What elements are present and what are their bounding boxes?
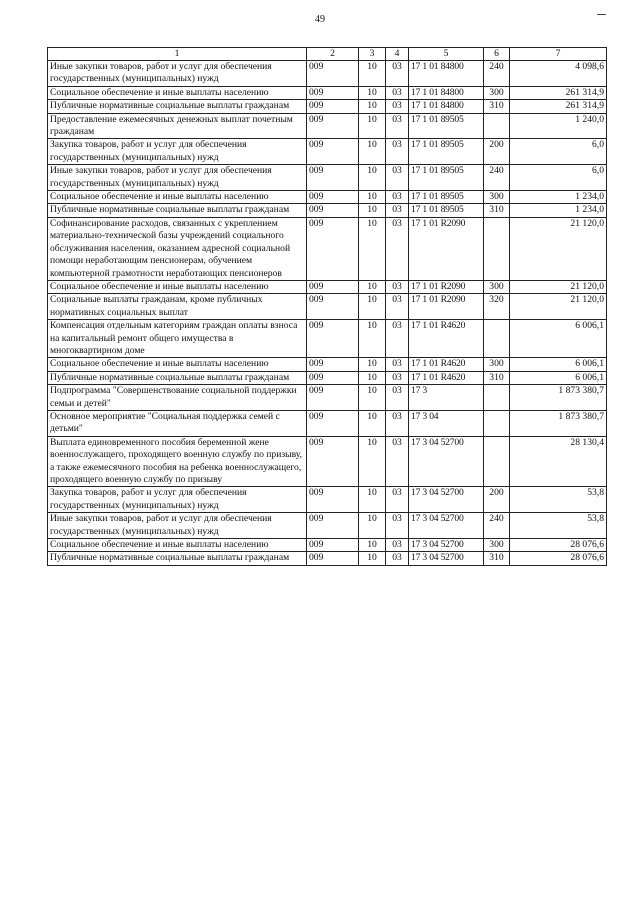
- row-section-cell: 10: [359, 191, 386, 204]
- table-row: [48, 436, 607, 487]
- row-code-cell: 009: [307, 436, 359, 487]
- row-amount-cell: 6 006,1: [510, 371, 607, 384]
- table-row: [48, 487, 607, 513]
- row-expense-type-cell: 200: [484, 139, 510, 165]
- row-target-article-cell: 17 1 01 89505: [409, 204, 484, 217]
- row-subsection-cell: 03: [386, 86, 409, 99]
- row-section-cell: 10: [359, 86, 386, 99]
- table-row: [48, 113, 607, 139]
- row-target-article-cell: 17 3 04 52700: [409, 539, 484, 552]
- table-row: [48, 165, 607, 191]
- row-subsection-cell: 03: [386, 204, 409, 217]
- row-subsection-cell: 03: [386, 113, 409, 139]
- row-subsection-cell: 03: [386, 552, 409, 565]
- row-target-article-cell: 17 3: [409, 385, 484, 411]
- row-code-cell: 009: [307, 513, 359, 539]
- corner-mark: [597, 14, 606, 15]
- row-target-article-cell: 17 3 04 52700: [409, 487, 484, 513]
- row-amount-cell: 1 240,0: [510, 113, 607, 139]
- row-target-article-cell: 17 1 01 89505: [409, 113, 484, 139]
- row-expense-type-cell: 300: [484, 86, 510, 99]
- row-name-cell: Компенсация отдельным категориям граждан оплаты взноса на капитальный ремонт общего имущества в многоквартирном доме: [48, 320, 307, 358]
- row-code-cell: 009: [307, 204, 359, 217]
- row-target-article-cell: 17 3 04 52700: [409, 436, 484, 487]
- column-header: 6: [484, 48, 510, 61]
- row-code-cell: 009: [307, 487, 359, 513]
- row-code-cell: 009: [307, 217, 359, 280]
- row-code-cell: 009: [307, 320, 359, 358]
- row-name-cell: Иные закупки товаров, работ и услуг для обеспечения государственных (муниципальных) нужд: [48, 165, 307, 191]
- row-code-cell: 009: [307, 139, 359, 165]
- table-row: [48, 371, 607, 384]
- row-name-cell: Основное мероприятие "Социальная поддержка семей с детьми": [48, 410, 307, 436]
- row-expense-type-cell: [484, 217, 510, 280]
- row-section-cell: 10: [359, 552, 386, 565]
- table-row: [48, 294, 607, 320]
- row-name-cell: Социальное обеспечение и иные выплаты населению: [48, 358, 307, 371]
- row-code-cell: 009: [307, 410, 359, 436]
- row-expense-type-cell: 240: [484, 165, 510, 191]
- row-section-cell: 10: [359, 165, 386, 191]
- row-amount-cell: 21 120,0: [510, 280, 607, 293]
- row-subsection-cell: 03: [386, 100, 409, 113]
- row-subsection-cell: 03: [386, 294, 409, 320]
- row-code-cell: 009: [307, 294, 359, 320]
- row-expense-type-cell: 200: [484, 487, 510, 513]
- row-amount-cell: 261 314,9: [510, 100, 607, 113]
- row-section-cell: 10: [359, 139, 386, 165]
- column-header: 4: [386, 48, 409, 61]
- row-section-cell: 10: [359, 385, 386, 411]
- table-row: [48, 217, 607, 280]
- row-name-cell: Социальное обеспечение и иные выплаты населению: [48, 539, 307, 552]
- table-row: [48, 358, 607, 371]
- row-section-cell: 10: [359, 371, 386, 384]
- row-amount-cell: 261 314,9: [510, 86, 607, 99]
- row-expense-type-cell: 300: [484, 280, 510, 293]
- row-amount-cell: 53,8: [510, 513, 607, 539]
- table-row: [48, 61, 607, 87]
- row-target-article-cell: 17 1 01 R4620: [409, 320, 484, 358]
- table-row: [48, 139, 607, 165]
- row-subsection-cell: 03: [386, 436, 409, 487]
- row-target-article-cell: 17 1 01 84800: [409, 86, 484, 99]
- row-section-cell: 10: [359, 410, 386, 436]
- row-amount-cell: 21 120,0: [510, 217, 607, 280]
- row-target-article-cell: 17 1 01 84800: [409, 61, 484, 87]
- row-target-article-cell: 17 1 01 R4620: [409, 358, 484, 371]
- row-code-cell: 009: [307, 191, 359, 204]
- row-section-cell: 10: [359, 100, 386, 113]
- row-code-cell: 009: [307, 165, 359, 191]
- row-target-article-cell: 17 1 01 R4620: [409, 371, 484, 384]
- row-subsection-cell: 03: [386, 191, 409, 204]
- row-expense-type-cell: 300: [484, 191, 510, 204]
- row-name-cell: Выплата единовременного пособия беременной жене военнослужащего, проходящего военную службу по призыву, а также ежемесячного пособия на ребенка военнослужащего, проходящего военную службу по призыву: [48, 436, 307, 487]
- table-row: [48, 191, 607, 204]
- row-subsection-cell: 03: [386, 320, 409, 358]
- row-subsection-cell: 03: [386, 371, 409, 384]
- row-target-article-cell: 17 1 01 84800: [409, 100, 484, 113]
- row-expense-type-cell: 240: [484, 513, 510, 539]
- row-subsection-cell: 03: [386, 217, 409, 280]
- row-subsection-cell: 03: [386, 280, 409, 293]
- row-name-cell: Предоставление ежемесячных денежных выплат почетным гражданам: [48, 113, 307, 139]
- row-subsection-cell: 03: [386, 385, 409, 411]
- budget-table: [47, 47, 607, 566]
- row-section-cell: 10: [359, 487, 386, 513]
- row-section-cell: 10: [359, 358, 386, 371]
- row-target-article-cell: 17 1 01 R2090: [409, 217, 484, 280]
- table-row: [48, 539, 607, 552]
- row-subsection-cell: 03: [386, 410, 409, 436]
- row-amount-cell: 1 234,0: [510, 204, 607, 217]
- row-expense-type-cell: [484, 436, 510, 487]
- row-target-article-cell: 17 1 01 89505: [409, 165, 484, 191]
- row-expense-type-cell: [484, 113, 510, 139]
- row-name-cell: Социальное обеспечение и иные выплаты населению: [48, 280, 307, 293]
- table-row: [48, 280, 607, 293]
- row-section-cell: 10: [359, 280, 386, 293]
- row-name-cell: Социальное обеспечение и иные выплаты населению: [48, 86, 307, 99]
- column-header: 5: [409, 48, 484, 61]
- row-expense-type-cell: 310: [484, 552, 510, 565]
- row-expense-type-cell: 300: [484, 539, 510, 552]
- row-amount-cell: 21 120,0: [510, 294, 607, 320]
- row-subsection-cell: 03: [386, 358, 409, 371]
- row-name-cell: Иные закупки товаров, работ и услуг для обеспечения государственных (муниципальных) нужд: [48, 513, 307, 539]
- row-target-article-cell: 17 1 01 89505: [409, 139, 484, 165]
- row-code-cell: 009: [307, 358, 359, 371]
- column-header: 1: [48, 48, 307, 61]
- row-code-cell: 009: [307, 86, 359, 99]
- row-subsection-cell: 03: [386, 513, 409, 539]
- row-section-cell: 10: [359, 320, 386, 358]
- row-amount-cell: 28 076,6: [510, 552, 607, 565]
- row-section-cell: 10: [359, 294, 386, 320]
- row-name-cell: Софинансирование расходов, связанных с укреплением материально-технической базы учреждений социального обслуживания населения, оказанием адресной социальной помощи неработающим пенсионерам, обучением компьютерной грамотности неработающих пенсионеров: [48, 217, 307, 280]
- row-code-cell: 009: [307, 280, 359, 293]
- table-row: [48, 410, 607, 436]
- row-target-article-cell: 17 1 01 R2090: [409, 294, 484, 320]
- row-expense-type-cell: 310: [484, 100, 510, 113]
- row-amount-cell: 4 098,6: [510, 61, 607, 87]
- row-section-cell: 10: [359, 113, 386, 139]
- row-name-cell: Социальное обеспечение и иные выплаты населению: [48, 191, 307, 204]
- table-row: [48, 86, 607, 99]
- row-section-cell: 10: [359, 436, 386, 487]
- row-subsection-cell: 03: [386, 487, 409, 513]
- row-amount-cell: 28 076,6: [510, 539, 607, 552]
- row-code-cell: 009: [307, 371, 359, 384]
- row-section-cell: 10: [359, 204, 386, 217]
- row-name-cell: Публичные нормативные социальные выплаты гражданам: [48, 204, 307, 217]
- row-amount-cell: 6,0: [510, 165, 607, 191]
- row-name-cell: Иные закупки товаров, работ и услуг для обеспечения государственных (муниципальных) нужд: [48, 61, 307, 87]
- row-expense-type-cell: 240: [484, 61, 510, 87]
- row-target-article-cell: 17 3 04 52700: [409, 513, 484, 539]
- row-name-cell: Публичные нормативные социальные выплаты гражданам: [48, 371, 307, 384]
- table-row: [48, 385, 607, 411]
- table-row: [48, 552, 607, 565]
- table-body: [48, 61, 607, 566]
- row-expense-type-cell: 310: [484, 371, 510, 384]
- row-section-cell: 10: [359, 539, 386, 552]
- row-expense-type-cell: [484, 410, 510, 436]
- table-row: [48, 204, 607, 217]
- row-amount-cell: 6,0: [510, 139, 607, 165]
- row-name-cell: Социальные выплаты гражданам, кроме публичных нормативных социальных выплат: [48, 294, 307, 320]
- row-target-article-cell: 17 1 01 R2090: [409, 280, 484, 293]
- row-subsection-cell: 03: [386, 539, 409, 552]
- row-expense-type-cell: [484, 320, 510, 358]
- row-amount-cell: 53,8: [510, 487, 607, 513]
- row-code-cell: 009: [307, 61, 359, 87]
- column-header: 2: [307, 48, 359, 61]
- row-subsection-cell: 03: [386, 61, 409, 87]
- row-name-cell: Публичные нормативные социальные выплаты гражданам: [48, 552, 307, 565]
- table-row: [48, 100, 607, 113]
- table-row: [48, 513, 607, 539]
- row-target-article-cell: 17 3 04 52700: [409, 552, 484, 565]
- row-name-cell: Подпрограмма "Совершенствование социальной поддержки семьи и детей": [48, 385, 307, 411]
- column-header: 3: [359, 48, 386, 61]
- table-row: [48, 320, 607, 358]
- row-code-cell: 009: [307, 113, 359, 139]
- row-code-cell: 009: [307, 385, 359, 411]
- row-amount-cell: 6 006,1: [510, 358, 607, 371]
- row-amount-cell: 28 130,4: [510, 436, 607, 487]
- row-target-article-cell: 17 1 01 89505: [409, 191, 484, 204]
- row-subsection-cell: 03: [386, 165, 409, 191]
- row-amount-cell: 1 234,0: [510, 191, 607, 204]
- row-code-cell: 009: [307, 552, 359, 565]
- row-code-cell: 009: [307, 539, 359, 552]
- page-number: 49: [315, 14, 325, 25]
- row-subsection-cell: 03: [386, 139, 409, 165]
- row-expense-type-cell: 310: [484, 204, 510, 217]
- row-name-cell: Закупка товаров, работ и услуг для обеспечения государственных (муниципальных) нужд: [48, 487, 307, 513]
- header-row: [48, 48, 607, 61]
- row-code-cell: 009: [307, 100, 359, 113]
- row-name-cell: Публичные нормативные социальные выплаты гражданам: [48, 100, 307, 113]
- row-amount-cell: 6 006,1: [510, 320, 607, 358]
- row-expense-type-cell: 300: [484, 358, 510, 371]
- row-section-cell: 10: [359, 513, 386, 539]
- row-section-cell: 10: [359, 217, 386, 280]
- column-header: 7: [510, 48, 607, 61]
- row-expense-type-cell: [484, 385, 510, 411]
- row-amount-cell: 1 873 380,7: [510, 410, 607, 436]
- row-amount-cell: 1 873 380,7: [510, 385, 607, 411]
- row-name-cell: Закупка товаров, работ и услуг для обеспечения государственных (муниципальных) нужд: [48, 139, 307, 165]
- row-section-cell: 10: [359, 61, 386, 87]
- row-target-article-cell: 17 3 04: [409, 410, 484, 436]
- row-expense-type-cell: 320: [484, 294, 510, 320]
